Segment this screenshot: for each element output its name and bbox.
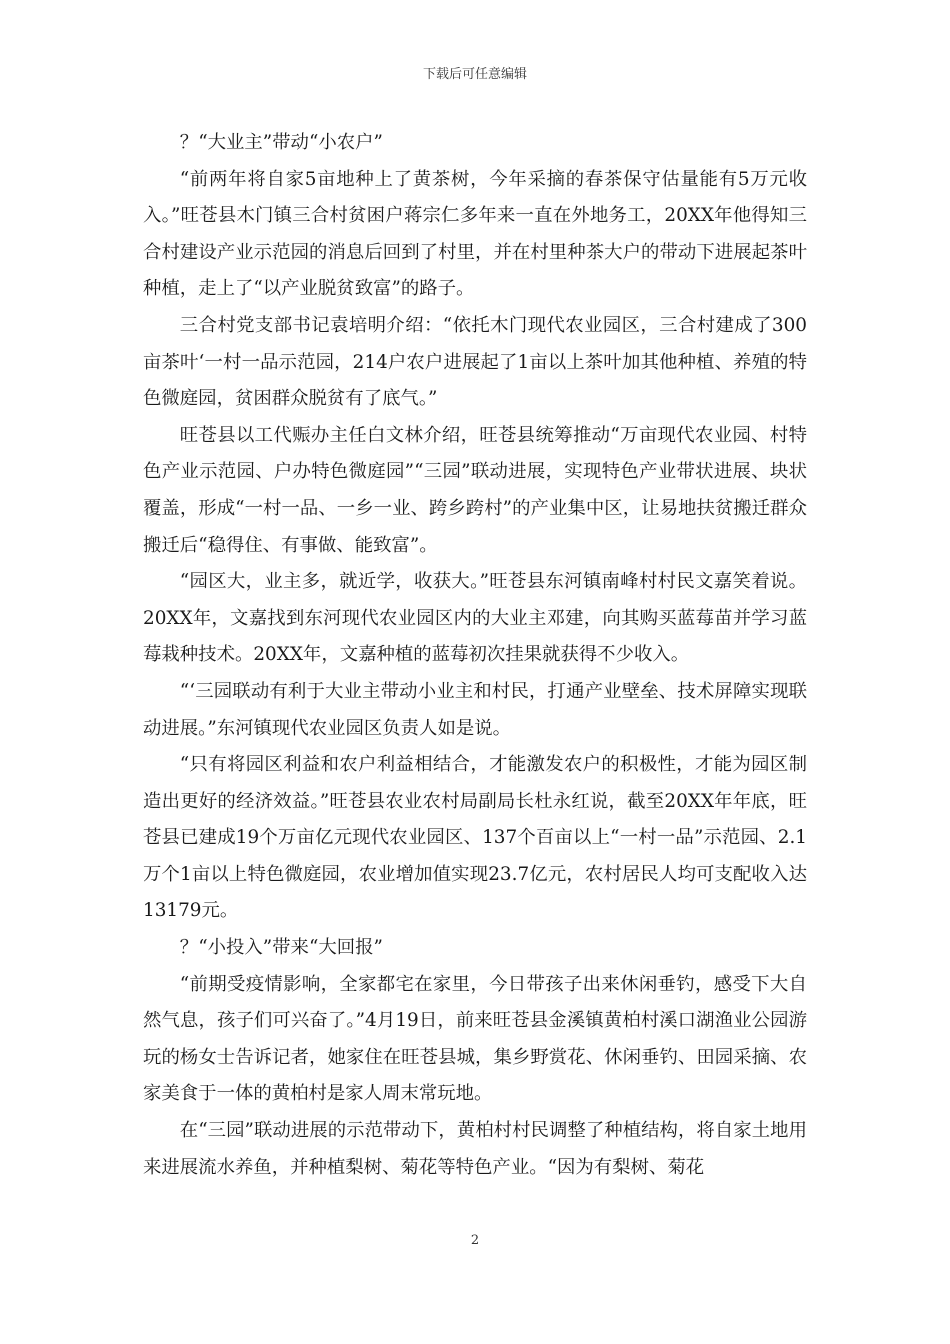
body-paragraph: “园区大，业主多，就近学，收获大。”旺苍县东河镇南峰村村民文嘉笑着说。20XX年，文嘉找到东河现代农业园区内的大业主邓建，向其购买蓝莓苗并学习蓝莓栽种技术。20XX年，文嘉种植的蓝莓初次挂果就获得不少收入。 bbox=[143, 571, 807, 666]
body-paragraph: 旺苍县以工代赈办主任白文林介绍，旺苍县统筹推动“万亩现代农业园、村特色产业示范园、户办特色微庭园”“三园”联动进展，实现特色产业带状进展、块状覆盖，形成“一村一品、一乡一业、跨乡跨村”的产业集中区，让易地扶贫搬迁群众搬迁后“稳得住、有事做、能致富”。 bbox=[143, 424, 807, 556]
body-paragraph: 三合村党支部书记袁培明介绍：“依托木门现代农业园区，三合村建成了300亩茶叶‘一村一品示范园，214户农户进展起了1亩以上茶叶加其他种植、养殖的特色微庭园，贫困群众脱贫有了底气。” bbox=[143, 314, 807, 410]
page-number: 2 bbox=[470, 1233, 480, 1248]
body-paragraph: “前两年将自家5亩地种上了黄茶树，今年采摘的春茶保守估量能有5万元收入。”旺苍县木门镇三合村贫困户蒋宗仁多年来一直在外地务工，20XX年他得知三合村建设产业示范园的消息后回到了村里，并在村里种茶大户的带动下进展起茶叶种植，走上了“以产业脱贫致富”的路子。 bbox=[143, 168, 807, 300]
body-paragraph: “前期受疫情影响，全家都宅在家里，今日带孩子出来休闲垂钓，感受下大自然气息，孩子们可兴奋了。”4月19日，前来旺苍县金溪镇黄柏村溪口湖渔业公园游玩的杨女士告诉记者，她家住在旺苍县城，集乡野赏花、休闲垂钓、田园采摘、农家美食于一体的黄柏村是家人周末常玩地。 bbox=[143, 973, 807, 1105]
section-heading-big-owner: ？“大业主”带动“小农户” bbox=[179, 132, 383, 153]
body-paragraph: “‘三园联动有利于大业主带动小业主和村民，打通产业壁垒、技术屏障实现联动进展。”东河镇现代农业园区负责人如是说。 bbox=[143, 680, 807, 739]
body-paragraph: 在“三园”联动进展的示范带动下，黄柏村村民调整了种植结构，将自家土地用来进展流水养鱼，并种植梨树、菊花等特色产业。“因为有梨树、菊花 bbox=[143, 1120, 807, 1178]
article-body bbox=[143, 125, 807, 1186]
body-paragraph: “只有将园区利益和农户利益相结合，才能激发农户的积极性，才能为园区制造出更好的经济效益。”旺苍县农业农村局副局长杜永红说，截至20XX年年底，旺苍县已建成19个万亩亿元现代农业园区、137个百亩以上“一村一品”示范园、2.1万个1亩以上特色微庭园，农业增加值实现23.7亿元，农村居民人均可支配收入达13179元。 bbox=[143, 754, 807, 922]
section-heading-small-investment: ？“小投入”带来“大回报” bbox=[179, 937, 383, 959]
page-header-note: 下载后可任意编辑 bbox=[422, 67, 527, 82]
